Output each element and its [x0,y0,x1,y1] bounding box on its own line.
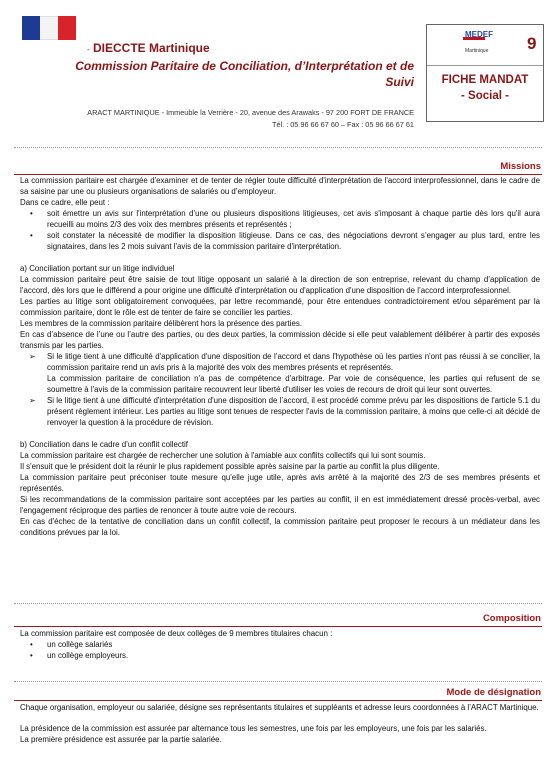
bullet-icon: • [30,640,33,649]
section-divider [14,603,542,604]
paragraph: Chaque organisation, employeur ou salariée, désigne ses représentants titulaires et suppléants et adresse leurs coordonnées à l’ARACT Martinique. [20,703,539,712]
paragraph: La commission paritaire peut être saisie de tout litige opposant un salarié à la direction de son entreprise, relevant du champ d’application de l’accord, dès lors que le différend a pour origine une difficulté d'interprétation ou d'application d'une disposition de l’accord interprofessionnel. [20,275,540,295]
address-line: ARACT MARTINIQUE - Immeuble la Verrière - 20, avenue des Arawaks - 97 200 FORT DE FRANCE [87,108,414,117]
commission-title-line1: Commission Paritaire de Conciliation, d’Interprétation et de [75,59,414,73]
paragraph: La commission paritaire peut préconiser toute mesure qu'elle juge utile, après avis arrêté à la majorité des 2/3 de ses membres présents et représentés. [20,473,540,493]
flag-red-stripe [58,16,76,40]
section-rule-composition [14,626,542,627]
composition-body [20,628,540,661]
paragraph: La présidence de la commission est assurée par alternance tous les semestres, une fois par les employeurs, une fois par les salariés. [20,724,487,733]
org-title: DIECCTE Martinique [93,41,210,55]
medef-logo-sub: Martinique [465,48,489,54]
arrow-item [20,395,540,428]
paragraph: La commission paritaire est chargée de rechercher une solution à l'amiable aux conflits collectifs qui lui sont soumis. [20,451,426,460]
paragraph: Dans ce cadre, elle peut : [20,198,110,207]
republique-francaise-logo [22,16,77,54]
fiche-title [427,72,543,104]
arrow-bullet-icon: ➢ [29,352,36,361]
paragraph: Il s'ensuit que le président doit la réunir le plus rapidement possible après saisine par la partie au conflit la plus diligente. [20,462,440,471]
fiche-title-line2: - Social - [461,90,509,102]
organization-name [87,41,210,55]
list-item [20,230,540,252]
paragraph: La première présidence est assurée par la partie salariée. [20,735,222,744]
arrow-bullet-icon: ➢ [29,396,36,405]
phone-line: Tél. : 05 96 66 67 60 – Fax : 05 96 66 67 61 [272,120,414,129]
fiche-box [426,24,544,122]
commission-title-line2: Suivi [385,75,414,89]
fiche-divider [427,65,543,66]
arrow-item-text: Si le litige tient à une difficulté d'interprétation d'une disposition de l’accord, il est procédé comme prévu par les dispositions de l'article 5.1 du présent règlement intérieur. Les parties au litige sont tenues de respecter l'avis de la commission paritaire, à moins que celle-ci ait décidé de renvoyer la question à la procédure de révision. [47,396,540,427]
subsection-title: b) Conciliation dans le cadre d’un conflit collectif [20,440,188,449]
list-item [20,208,540,230]
list-item-text: un collège employeurs. [47,651,129,660]
medef-logo-name: MEDEF [465,30,493,39]
fiche-title-line1: FICHE MANDAT [441,74,529,86]
flag-blue-stripe [22,16,40,40]
arrow-item-text: Si le litige tient à une difficulté d'application d'une disposition de l’accord et dans l'hypothèse où les parties n'ont pas réussi à se concilier, la commission paritaire rend un avis pris à la majorité des voix des membres présents et représentés. [47,352,540,372]
paragraph: La commission paritaire est composée de deux collèges de 9 membres titulaires chacun : [20,629,333,638]
paragraph: Les membres de la commission paritaire délibèrent hors la présence des parties. [20,319,303,328]
org-dash: - [87,45,90,54]
designation-body [20,702,540,745]
arrow-item-continuation: La commission paritaire de conciliation n'a pas de compétence d'arbitrage. Par voie de conséquence, les parties qui refusent de se soumettre à l'avis de la commission paritaire recouvrent leur liberté d'utiliser les voies de recours de droit qui leur sont ouvertes. [47,374,540,394]
section-title-missions: Missions [500,161,541,172]
missions-body [20,175,540,538]
bullet-icon: • [30,651,33,660]
list-item-text: soit constater la nécessité de modifier la disposition litigieuse. Dans ce cas, des négociations devront s’engager au plus tard, entre les signataires, dans les 2 mois suivant l'avis de la commission paritaire d'interprétation. [47,231,540,251]
paragraph: En cas d'échec de la tentative de conciliation dans un conflit collectif, la commission paritaire peut proposer le recours à un médiateur dans les conditions prévues par la loi. [20,517,540,537]
bullet-icon: • [30,209,33,218]
section-rule-designation [14,700,542,701]
flag-white-stripe [40,16,58,40]
bullet-icon: • [30,231,33,240]
paragraph: En cas d’absence de l’une ou l’autre des parties, ou des deux parties, la commission décide si elle peut valablement délibérer à partir des exposés transmis par les parties. [20,330,540,350]
list-item [20,650,540,661]
subsection-title: a) Conciliation portant sur un litige individuel [20,264,175,273]
section-title-composition: Composition [482,613,541,624]
section-divider [14,681,542,682]
paragraph: Les parties au litige sont obligatoirement convoquées, par lettre recommandé, pour être entendues contradictoirement et/ou séparément par la commission paritaire, dont le rôle est de tenter de faire se concilier les parties. [20,297,540,317]
paragraph: Si les recommandations de la commission paritaire sont acceptées par les parties au conflit, il en est immédiatement dressé procès-verbal, avec l'engagement réciproque des parties de renoncer à toute autre voie de recours. [20,495,540,515]
header-divider [14,147,542,148]
paragraph: La commission paritaire est chargée d'examiner et de tenter de régler toute difficulté d'interprétation de l'accord interprofessionnel, dans le cadre de sa saisine par une ou plusieurs organisations de salariés ou d’employeur. [20,176,540,196]
arrow-item [20,351,540,373]
list-item-text: un collège salariés [47,640,113,649]
fiche-number: 9 [527,34,537,53]
contact-address [14,107,414,131]
section-title-designation: Mode de désignation [446,687,541,698]
medef-logo [461,27,511,61]
list-item [20,639,540,650]
commission-title [40,58,414,90]
list-item-text: soit émettre un avis sur l'interprétation d’une ou plusieurs dispositions litigieuses, cet avis s'imposant à chaque partie dès lors qu'il aura recueilli au moins 2/3 des voix des membres présents et représentés ; [47,209,540,229]
